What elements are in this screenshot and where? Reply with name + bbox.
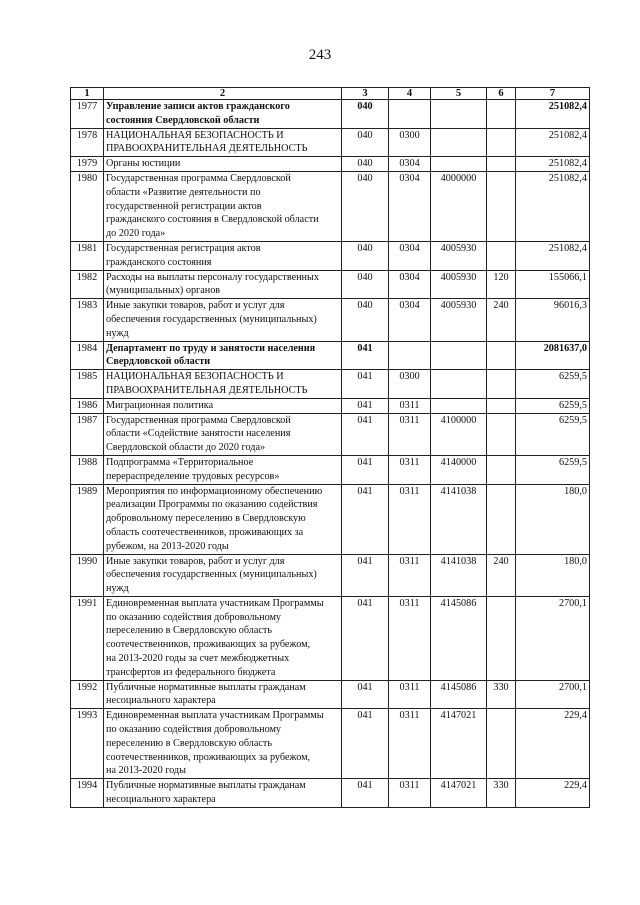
table-row bbox=[71, 270, 590, 299]
row-name-line: Единовременная выплата участникам Программы bbox=[106, 710, 324, 722]
header-col-2: 2 bbox=[104, 88, 342, 100]
table-row bbox=[71, 370, 590, 399]
section-code-cell: 0311 bbox=[389, 554, 431, 596]
row-name-line: ПРАВООХРАНИТЕЛЬНАЯ ДЕЯТЕЛЬНОСТЬ bbox=[106, 384, 308, 396]
ministry-code-cell: 040 bbox=[342, 270, 389, 299]
row-number-cell: 1992 bbox=[71, 680, 104, 709]
row-name-line: по оказанию содействия добровольному bbox=[106, 724, 282, 736]
row-name-line: Иные закупки товаров, работ и услуг для bbox=[106, 300, 285, 312]
expense-type-cell: 240 bbox=[487, 299, 516, 341]
table-row bbox=[71, 398, 590, 413]
ministry-code-cell: 040 bbox=[342, 171, 389, 241]
row-name-line: Подпрограмма «Территориальное bbox=[106, 456, 254, 468]
row-name-line: (муниципальных) органов bbox=[106, 285, 221, 297]
row-name-cell bbox=[104, 779, 342, 808]
target-article-cell bbox=[431, 341, 487, 370]
expense-type-cell: 120 bbox=[487, 270, 516, 299]
row-name-line: состояния Свердловской области bbox=[106, 114, 260, 126]
header-col-5: 5 bbox=[431, 88, 487, 100]
row-number-cell: 1987 bbox=[71, 413, 104, 455]
budget-table bbox=[70, 87, 590, 808]
table-row bbox=[71, 554, 590, 596]
row-name-line: Публичные нормативные выплаты гражданам bbox=[106, 681, 306, 693]
row-name-cell bbox=[104, 370, 342, 399]
ministry-code-cell: 041 bbox=[342, 398, 389, 413]
row-name-line: Иные закупки товаров, работ и услуг для bbox=[106, 555, 285, 567]
amount-cell: 251082,4 bbox=[516, 171, 590, 241]
table-row bbox=[71, 128, 590, 157]
row-number-cell: 1984 bbox=[71, 341, 104, 370]
row-number-cell: 1989 bbox=[71, 484, 104, 554]
ministry-code-cell: 041 bbox=[342, 779, 389, 808]
row-name-line: области «Развитие деятельности по bbox=[106, 186, 261, 198]
section-code-cell: 0304 bbox=[389, 299, 431, 341]
row-name-line: переселению в Свердловскую область bbox=[106, 737, 272, 749]
row-name-line: несоциального характера bbox=[106, 695, 216, 707]
row-name-line: государственной регистрации актов bbox=[106, 200, 262, 212]
amount-cell: 251082,4 bbox=[516, 241, 590, 270]
ministry-code-cell: 041 bbox=[342, 370, 389, 399]
table-row bbox=[71, 100, 590, 129]
section-code-cell: 0311 bbox=[389, 596, 431, 680]
row-name-cell bbox=[104, 299, 342, 341]
section-code-cell: 0311 bbox=[389, 779, 431, 808]
row-name-line: на 2013-2020 годы bbox=[106, 765, 186, 777]
table-row bbox=[71, 341, 590, 370]
row-name-line: нужд bbox=[106, 327, 129, 339]
target-article-cell: 4005930 bbox=[431, 241, 487, 270]
expense-type-cell bbox=[487, 413, 516, 455]
row-number-cell: 1982 bbox=[71, 270, 104, 299]
expense-type-cell bbox=[487, 455, 516, 484]
target-article-cell: 4005930 bbox=[431, 299, 487, 341]
row-number-cell: 1993 bbox=[71, 709, 104, 779]
section-code-cell: 0304 bbox=[389, 241, 431, 270]
ministry-code-cell: 041 bbox=[342, 484, 389, 554]
row-name-line: добровольному переселению в Свердловскую bbox=[106, 513, 306, 525]
row-name-line: Государственная программа Свердловской bbox=[106, 172, 291, 184]
ministry-code-cell: 041 bbox=[342, 709, 389, 779]
row-name-line: гражданского состояния в Свердловской области bbox=[106, 214, 319, 226]
row-name-line: несоциального характера bbox=[106, 794, 216, 806]
ministry-code-cell: 040 bbox=[342, 157, 389, 172]
row-name-line: до 2020 года» bbox=[106, 228, 166, 240]
ministry-code-cell: 041 bbox=[342, 680, 389, 709]
amount-cell: 2081637,0 bbox=[516, 341, 590, 370]
row-name-cell bbox=[104, 341, 342, 370]
amount-cell: 2700,1 bbox=[516, 596, 590, 680]
row-name-cell bbox=[104, 171, 342, 241]
row-name-cell bbox=[104, 241, 342, 270]
amount-cell: 6259,5 bbox=[516, 370, 590, 399]
row-name-line: область соотечественников, проживающих за bbox=[106, 526, 304, 538]
table-row bbox=[71, 680, 590, 709]
row-name-line: соотечественников, проживающих за рубежом, bbox=[106, 639, 311, 651]
section-code-cell bbox=[389, 341, 431, 370]
row-name-cell bbox=[104, 128, 342, 157]
section-code-cell: 0300 bbox=[389, 370, 431, 399]
table-row bbox=[71, 157, 590, 172]
target-article-cell bbox=[431, 100, 487, 129]
row-number-cell: 1980 bbox=[71, 171, 104, 241]
row-name-line: ПРАВООХРАНИТЕЛЬНАЯ ДЕЯТЕЛЬНОСТЬ bbox=[106, 143, 308, 155]
row-name-line: Расходы на выплаты персоналу государственных bbox=[106, 271, 319, 283]
row-name-line: Мероприятия по информационному обеспечению bbox=[106, 485, 323, 497]
section-code-cell: 0304 bbox=[389, 157, 431, 172]
ministry-code-cell: 041 bbox=[342, 413, 389, 455]
row-name-cell bbox=[104, 413, 342, 455]
amount-cell: 2700,1 bbox=[516, 680, 590, 709]
expense-type-cell bbox=[487, 241, 516, 270]
expense-type-cell bbox=[487, 171, 516, 241]
amount-cell: 180,0 bbox=[516, 554, 590, 596]
page-number: 243 bbox=[308, 47, 332, 63]
target-article-cell: 4141038 bbox=[431, 484, 487, 554]
table-row bbox=[71, 413, 590, 455]
header-col-7: 7 bbox=[516, 88, 590, 100]
table-row bbox=[71, 484, 590, 554]
table-row bbox=[71, 171, 590, 241]
expense-type-cell bbox=[487, 128, 516, 157]
expense-type-cell bbox=[487, 596, 516, 680]
row-name-line: переселению в Свердловскую область bbox=[106, 625, 272, 637]
row-number-cell: 1985 bbox=[71, 370, 104, 399]
row-name-cell bbox=[104, 596, 342, 680]
expense-type-cell bbox=[487, 370, 516, 399]
header-col-1: 1 bbox=[71, 88, 104, 100]
target-article-cell bbox=[431, 370, 487, 399]
header-col-4: 4 bbox=[389, 88, 431, 100]
amount-cell: 96016,3 bbox=[516, 299, 590, 341]
header-col-6: 6 bbox=[487, 88, 516, 100]
row-name-line: Миграционная политика bbox=[106, 399, 214, 411]
row-name-cell bbox=[104, 484, 342, 554]
amount-cell: 155066,1 bbox=[516, 270, 590, 299]
ministry-code-cell: 041 bbox=[342, 554, 389, 596]
ministry-code-cell: 040 bbox=[342, 299, 389, 341]
row-name-line: обеспечения государственных (муниципальных) bbox=[106, 569, 317, 581]
section-code-cell: 0304 bbox=[389, 270, 431, 299]
row-name-line: по оказанию содействия добровольному bbox=[106, 611, 282, 623]
amount-cell: 229,4 bbox=[516, 709, 590, 779]
row-name-line: Государственная регистрация актов bbox=[106, 242, 261, 254]
expense-type-cell bbox=[487, 157, 516, 172]
row-number-cell: 1991 bbox=[71, 596, 104, 680]
row-name-line: Публичные нормативные выплаты гражданам bbox=[106, 780, 306, 792]
section-code-cell: 0300 bbox=[389, 128, 431, 157]
row-number-cell: 1986 bbox=[71, 398, 104, 413]
target-article-cell: 4000000 bbox=[431, 171, 487, 241]
header-row bbox=[71, 88, 590, 100]
section-code-cell: 0311 bbox=[389, 413, 431, 455]
target-article-cell: 4145086 bbox=[431, 596, 487, 680]
row-name-line: Органы юстиции bbox=[106, 158, 181, 170]
row-name-cell bbox=[104, 680, 342, 709]
expense-type-cell: 330 bbox=[487, 779, 516, 808]
ministry-code-cell: 040 bbox=[342, 100, 389, 129]
amount-cell: 251082,4 bbox=[516, 100, 590, 129]
row-number-cell: 1981 bbox=[71, 241, 104, 270]
table-row bbox=[71, 596, 590, 680]
row-name-line: обеспечения государственных (муниципальных) bbox=[106, 313, 317, 325]
target-article-cell: 4005930 bbox=[431, 270, 487, 299]
section-code-cell: 0311 bbox=[389, 398, 431, 413]
row-name-cell bbox=[104, 709, 342, 779]
row-name-line: трансфертов из федерального бюджета bbox=[106, 666, 276, 678]
ministry-code-cell: 041 bbox=[342, 455, 389, 484]
target-article-cell: 4140000 bbox=[431, 455, 487, 484]
expense-type-cell bbox=[487, 100, 516, 129]
row-name-line: соотечественников, проживающих за рубежом, bbox=[106, 751, 311, 763]
row-name-cell bbox=[104, 398, 342, 413]
table-body bbox=[71, 100, 590, 808]
amount-cell: 251082,4 bbox=[516, 157, 590, 172]
section-code-cell: 0311 bbox=[389, 709, 431, 779]
row-name-line: Департамент по труду и занятости населения bbox=[106, 342, 316, 354]
row-name-line: перераспределение трудовых ресурсов» bbox=[106, 470, 280, 482]
table-row bbox=[71, 709, 590, 779]
table-row bbox=[71, 779, 590, 808]
expense-type-cell: 330 bbox=[487, 680, 516, 709]
ministry-code-cell: 040 bbox=[342, 128, 389, 157]
amount-cell: 251082,4 bbox=[516, 128, 590, 157]
row-name-cell bbox=[104, 157, 342, 172]
section-code-cell: 0311 bbox=[389, 455, 431, 484]
amount-cell: 180,0 bbox=[516, 484, 590, 554]
row-number-cell: 1994 bbox=[71, 779, 104, 808]
row-number-cell: 1988 bbox=[71, 455, 104, 484]
row-number-cell: 1978 bbox=[71, 128, 104, 157]
ministry-code-cell: 040 bbox=[342, 241, 389, 270]
row-name-cell bbox=[104, 100, 342, 129]
amount-cell: 229,4 bbox=[516, 779, 590, 808]
row-name-line: гражданского состояния bbox=[106, 256, 212, 268]
target-article-cell bbox=[431, 157, 487, 172]
row-name-line: Государственная программа Свердловской bbox=[106, 414, 291, 426]
row-name-cell bbox=[104, 554, 342, 596]
row-name-line: реализации Программы по оказанию содействия bbox=[106, 499, 318, 511]
row-name-line: на 2013-2020 годы за счет межбюджетных bbox=[106, 653, 290, 665]
row-name-cell bbox=[104, 270, 342, 299]
table-row bbox=[71, 455, 590, 484]
row-name-line: Свердловской области до 2020 года» bbox=[106, 442, 266, 454]
row-name-line: НАЦИОНАЛЬНАЯ БЕЗОПАСНОСТЬ И bbox=[106, 129, 284, 141]
target-article-cell: 4100000 bbox=[431, 413, 487, 455]
target-article-cell: 4147021 bbox=[431, 779, 487, 808]
target-article-cell: 4141038 bbox=[431, 554, 487, 596]
row-number-cell: 1990 bbox=[71, 554, 104, 596]
target-article-cell: 4145086 bbox=[431, 680, 487, 709]
row-name-line: НАЦИОНАЛЬНАЯ БЕЗОПАСНОСТЬ И bbox=[106, 371, 284, 383]
header-col-3: 3 bbox=[342, 88, 389, 100]
amount-cell: 6259,5 bbox=[516, 398, 590, 413]
table-row bbox=[71, 299, 590, 341]
row-name-line: нужд bbox=[106, 583, 129, 595]
row-name-line: Свердловской области bbox=[106, 356, 211, 368]
section-code-cell: 0311 bbox=[389, 680, 431, 709]
section-code-cell: 0304 bbox=[389, 171, 431, 241]
row-name-line: Управление записи актов гражданского bbox=[106, 101, 290, 112]
row-number-cell: 1983 bbox=[71, 299, 104, 341]
ministry-code-cell: 041 bbox=[342, 341, 389, 370]
expense-type-cell bbox=[487, 709, 516, 779]
expense-type-cell bbox=[487, 484, 516, 554]
expense-type-cell bbox=[487, 341, 516, 370]
row-number-cell: 1979 bbox=[71, 157, 104, 172]
row-number-cell: 1977 bbox=[71, 100, 104, 129]
expense-type-cell: 240 bbox=[487, 554, 516, 596]
row-name-cell bbox=[104, 455, 342, 484]
target-article-cell: 4147021 bbox=[431, 709, 487, 779]
section-code-cell: 0311 bbox=[389, 484, 431, 554]
row-name-line: рубежом, на 2013-2020 годы bbox=[106, 540, 229, 552]
section-code-cell bbox=[389, 100, 431, 129]
ministry-code-cell: 041 bbox=[342, 596, 389, 680]
target-article-cell bbox=[431, 398, 487, 413]
table-row bbox=[71, 241, 590, 270]
row-name-line: Единовременная выплата участникам Программы bbox=[106, 597, 324, 609]
expense-type-cell bbox=[487, 398, 516, 413]
amount-cell: 6259,5 bbox=[516, 455, 590, 484]
row-name-line: области «Содействие занятости населения bbox=[106, 428, 291, 440]
target-article-cell bbox=[431, 128, 487, 157]
amount-cell: 6259,5 bbox=[516, 413, 590, 455]
